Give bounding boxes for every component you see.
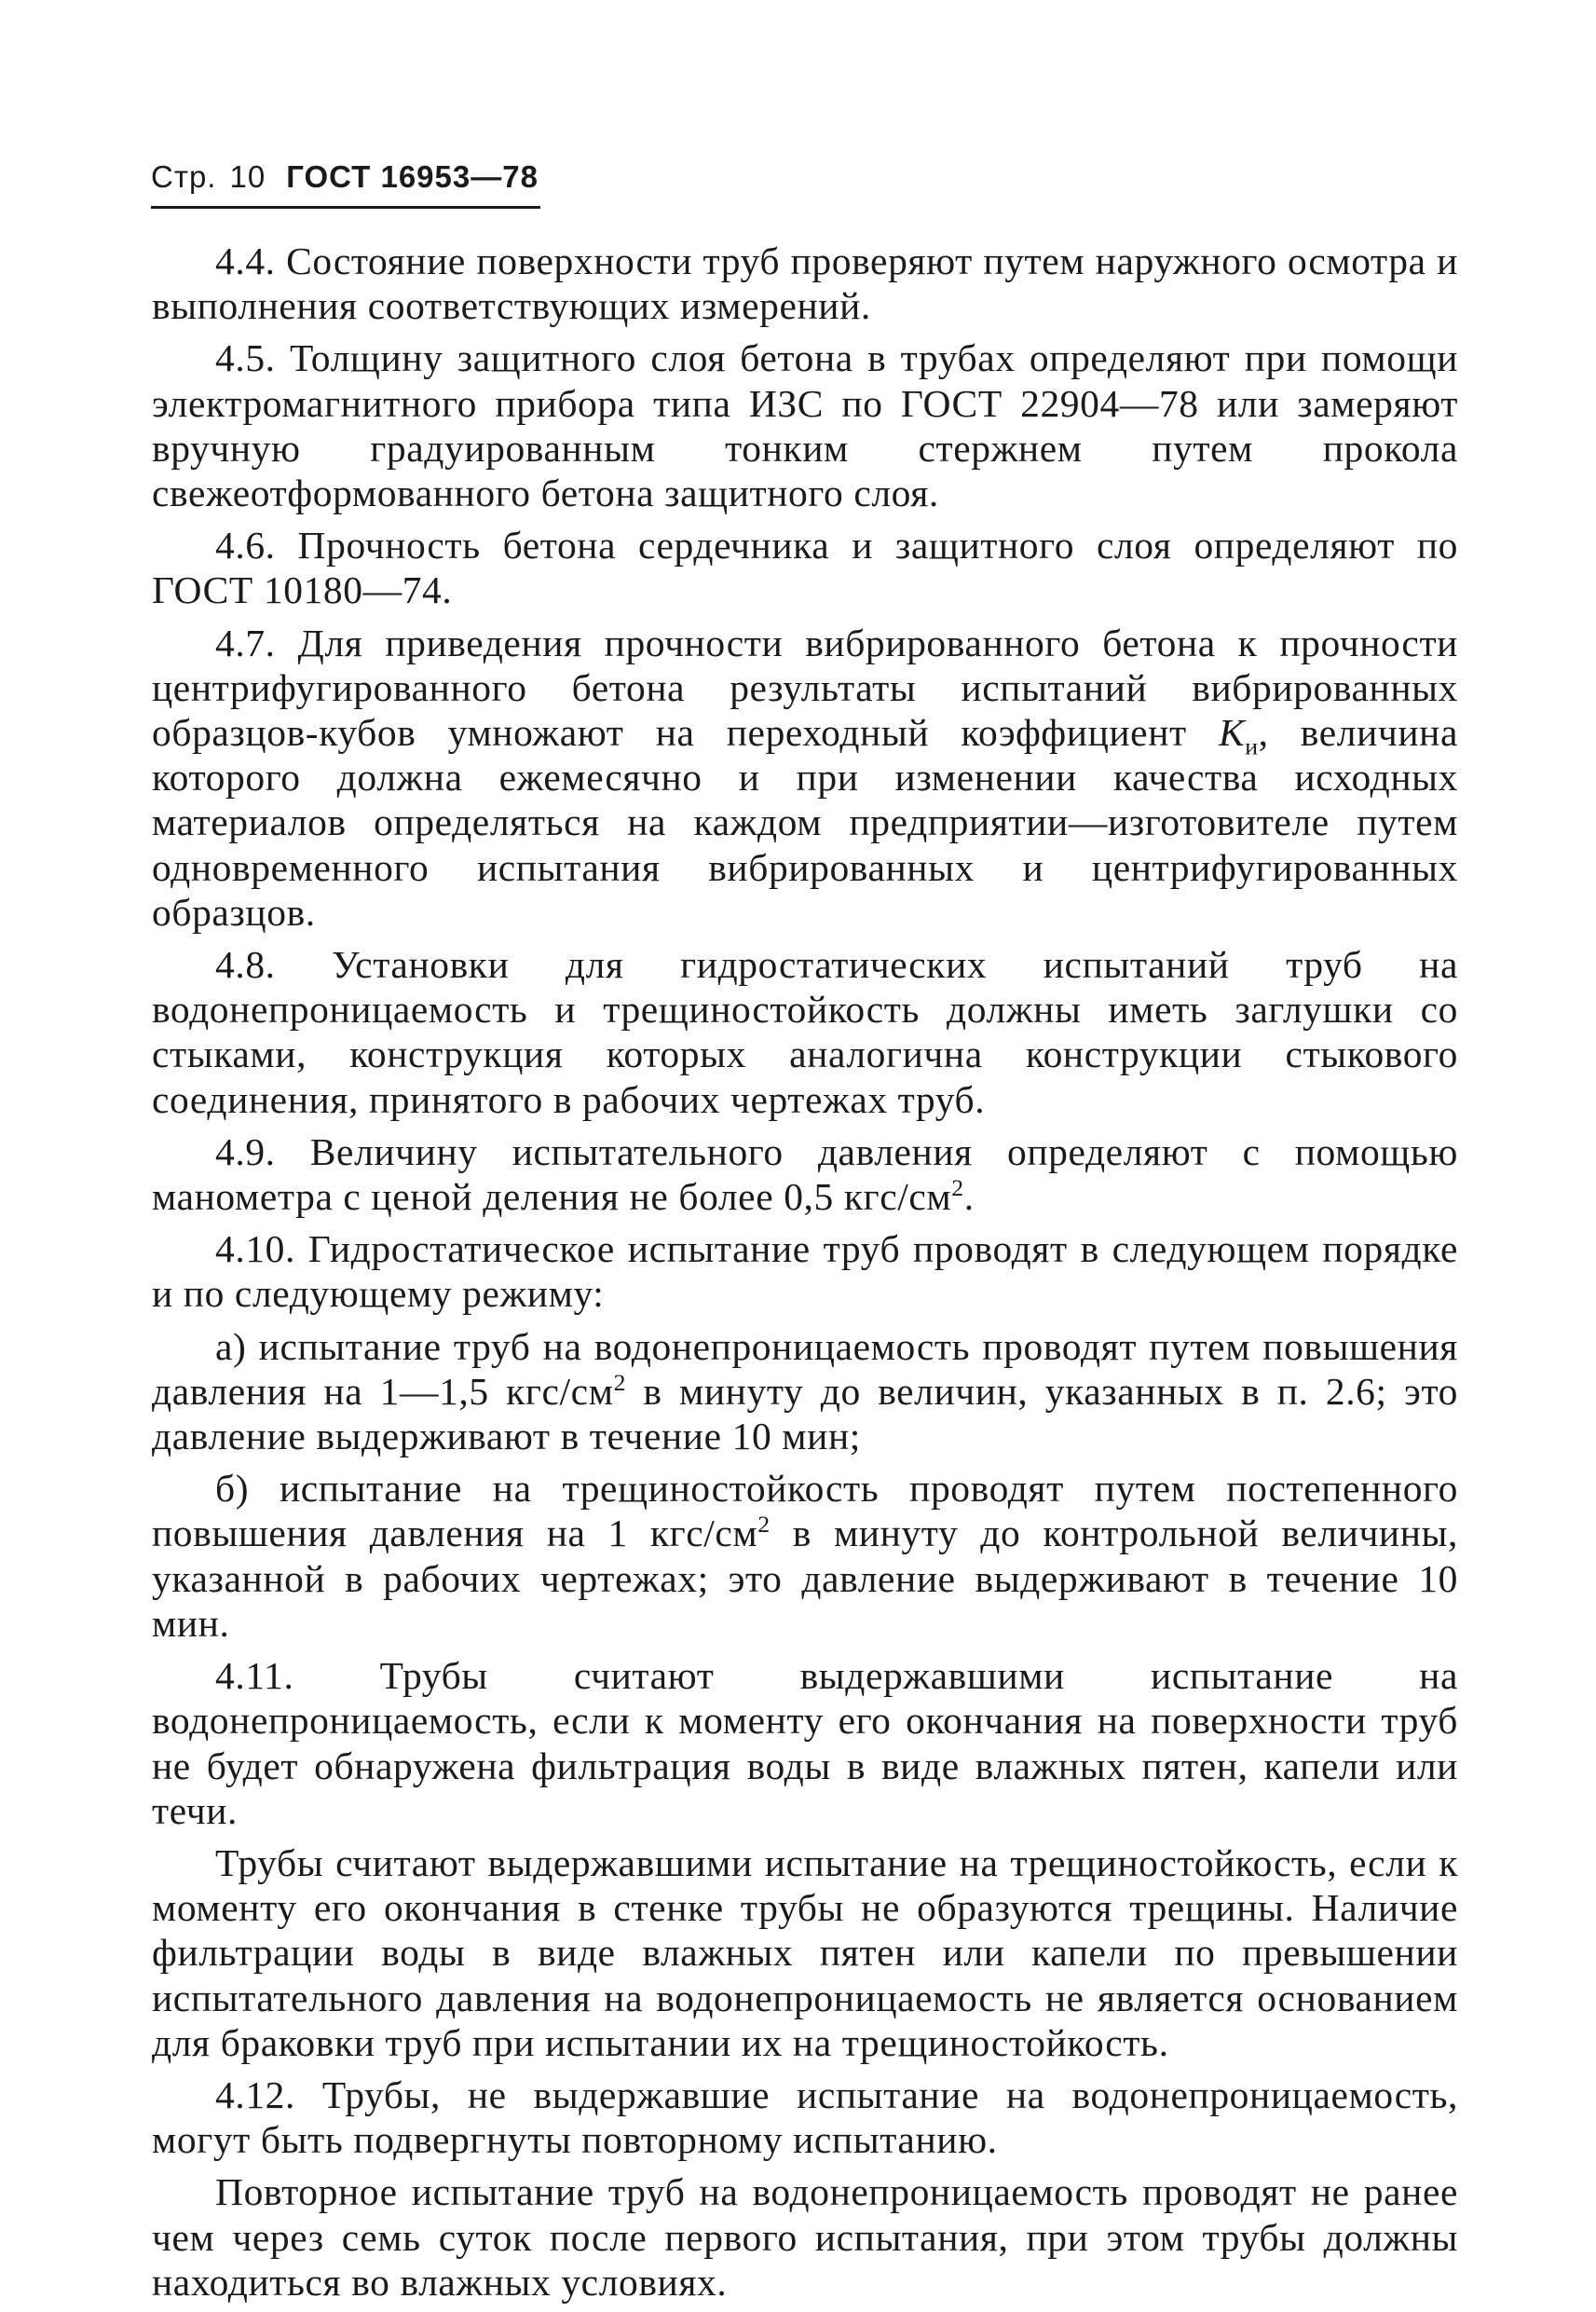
paragraph-4-10-b-superscript: 2	[757, 1511, 771, 1539]
paragraph-4-6: 4.6. Прочность бетона сердечника и защитного слоя определяют по ГОСТ 10180—74.	[152, 524, 1458, 612]
paragraph-4-9-text-after: .	[963, 1175, 975, 1219]
page-label: Стр.	[151, 159, 217, 194]
coefficient-subscript: и	[1245, 732, 1259, 760]
paragraph-4-9-text-before: 4.9. Величину испытательного давления определяют с помощью манометра с ценой деления не более 0,5 кгс/см	[152, 1129, 1458, 1219]
paragraph-4-12-continued: Повторное испытание труб на водонепроницаемость проводят не ранее чем через семь суток после первого испытания, при этом трубы должны находиться во влажных условиях.	[152, 2170, 1458, 2304]
paragraph-4-10-a-text-after: в минуту до величин, указанных в п. 2.6; это давление выдерживают в течение 10 мин;	[152, 1369, 1459, 1458]
paragraph-4-10-a-text-before: а) испытание труб на водонепроницаемость проводят путем повышения давления на 1—1,5 кгс/см	[152, 1324, 1458, 1413]
page-number: 10	[229, 159, 266, 194]
paragraph-4-8: 4.8. Установки для гидростатических испытаний труб на водонепроницаемость и трещиностойкость должны иметь заглушки со стыками, конструкция которых аналогична конструкции стыкового соединения, принятого в рабочих чертежах труб.	[152, 943, 1458, 1121]
paragraph-4-11-continued: Трубы считают выдержавшими испытание на трещиностойкость, если к моменту его окончания в стенке трубы не образуются трещины. Наличие фильтрации воды в виде влажных пятен или капели по превышении испытательного давления на водонепроницаемость не является основанием для браковки труб при испытании их на трещиностойкость.	[152, 1840, 1458, 2064]
paragraph-4-10-b	[152, 1466, 1458, 1646]
paragraph-4-10-b-text-after: в минуту до контрольной величины, указанной в рабочих чертежах; это давление выдерживают в течение 10 мин.	[152, 1512, 1458, 1645]
paragraph-4-7	[152, 621, 1458, 935]
header-rule	[151, 206, 540, 209]
paragraph-4-7-text-before: 4.7. Для приведения прочности вибрированного бетона к прочности центрифугированного бетона результаты испытаний вибрированных образцов-кубов умножают на переходный коэффициент	[152, 621, 1458, 755]
paragraph-4-4: 4.4. Состояние поверхности труб проверяют путем наружного осмотра и выполнения соответствующих измерений.	[152, 239, 1458, 328]
paragraph-4-11: 4.11. Трубы считают выдержавшими испытание на водонепроницаемость, если к моменту его окончания на поверхности труб не будет обнаружена фильтрация воды в виде влажных пятен, капели или течи.	[152, 1654, 1458, 1832]
paragraph-4-7-text-after: , величина которого должна ежемесячно и при изменении качества исходных материалов определяться на каждом предприятии—изготовителе путем одновременного испытания вибрированных и центрифугированных образцов.	[152, 711, 1458, 934]
paragraph-4-10-b-text-before: б) испытание на трещиностойкость проводят путем постепенного повышения давления на 1 кгс/см	[152, 1467, 1458, 1555]
paragraph-4-9-superscript: 2	[951, 1174, 964, 1202]
coefficient-symbol: K	[1218, 711, 1246, 755]
page-header	[151, 158, 542, 196]
paragraph-4-9	[152, 1129, 1458, 1219]
document-body	[152, 239, 1458, 2312]
standard-title: ГОСТ 16953—78	[286, 159, 539, 194]
paragraph-4-10: 4.10. Гидростатическое испытание труб проводят в следующем порядке и по следующему режиму:	[152, 1227, 1458, 1316]
paragraph-4-10-a-superscript: 2	[613, 1369, 627, 1397]
paragraph-4-12: 4.12. Трубы, не выдержавшие испытание на водонепроницаемость, могут быть подвергнуты повторному испытанию.	[152, 2073, 1458, 2162]
paragraph-4-5: 4.5. Толщину защитного слоя бетона в трубах определяют при помощи электромагнитного прибора типа ИЗС по ГОСТ 22904—78 или замеряют вручную градуированным тонким стержнем путем прокола свежеотформованного бетона защитного слоя.	[152, 336, 1458, 515]
paragraph-4-10-a	[152, 1324, 1458, 1459]
